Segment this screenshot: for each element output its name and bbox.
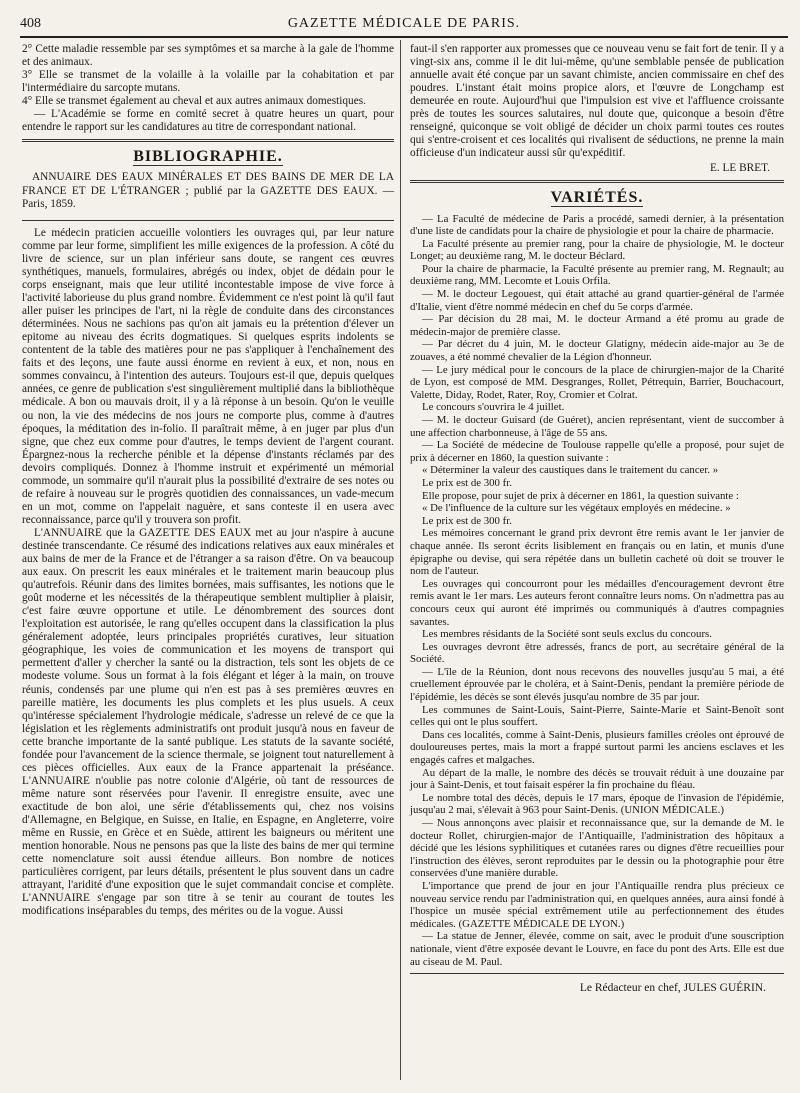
news-item: Les mémoires concernant le grand prix devront être remis avant le 1er janvier de chaque année. Ils seront écrits lisiblement en français ou en latin, et munis d'une épigraphe ou devise, qui sera répétée dans un bulletin cacheté où doit se trouver le nom de l'auteur. [410, 527, 784, 578]
news-item: — La Société de médecine de Toulouse rappelle qu'elle a proposé, pour sujet de prix à décerner en 1860, la question suivante : [410, 439, 784, 464]
news-item: Le prix est de 300 fr. [422, 514, 512, 527]
news-item: — Par décision du 28 mai, M. le docteur Armand a été promu au grade de médecin-major de première classe. [410, 313, 784, 338]
news-item: Elle propose, pour sujet de prix à décerner en 1861, la question suivante : [422, 489, 739, 502]
conclusion-item: 4° Elle se transmet également au cheval et aux autres animaux domestiques. [22, 95, 366, 108]
news-item: « Déterminer la valeur des caustiques dans le traitement du cancer. » [422, 464, 719, 477]
review-paragraph: L'ANNUAIRE que la GAZETTE DES EAUX met au jour n'aspire à aucune destinée transcendante. Ce résumé des indications relatives aux eaux minérales et aux bains de mer de la France et de l'étranger a sa raison d'être. On va beaucoup aux eaux. On prescrit les eaux minérales et le traitement marin beaucoup plus qu'autrefois. Réunir dans des limites bornées, mais suffisantes, les notions que le goût moderne et les nécessités de la thérapeutique semblent multiplier à plaisir, c'est faire œuvre opportune et utile. Le dénombrement des sources dont l'exploitation est autorisée, le rang qu'elles occupent dans la classification la plus généralement adoptée, leurs principales propriétés curatives, leur situation géographique, les voies de communication et les moyens de transport qui permettent d'aller y chercher la santé ou la distraction, tels sont les objets de ce modeste volume. Sous un format à la fois élégant et léger à la main, on trouve réunis, condensés par une plume qui n'en est pas à ses premières œuvres en pareille matière, les documents les plus complets et les plus usuels. A ceux qu'intéresse spécialement l'hydrologie médicale, s'adresse un relevé de ce que la législation et les règlements administratifs ont produit jusqu'à nous en faveur de cette branche importante de la santé publique. Les statuts de la savante société, fondée pour l'avancement de la science thermale, se joignent tout naturellement à ces pièces officielles. Aux eaux de la France appartenait la préséance. L'ANNUAIRE n'oublie pas notre colonie d'Algérie, où tant de ressources de même nature sont réservées pour l'avenir. Il enregistre ensuite, avec une exactitude de bon aloi, une série d'établissements qui, chez nos voisins d'Allemagne, en Belgique, en Suisse, en Italie, en Espagne, en Angleterre, voire même en Russie, en Grèce et en Suède, attirent les baigneurs ou méritent une mention honorable. Nous ne pensons pas que la liste des bains de mer qui termine cette nomenclature soit aussi étendue ailleurs. Bon nombre de notices particulières corrigent, par leurs détails, présentent le plus souvent dans un cadre attrayant, l'aridité d'une exposition que le sujet commandait concise et complète. L'ANNUAIRE s'engage par son titre à se tenir au courant de toutes les modifications inséparables du temps, des mérites ou de la vogue. Aussi [22, 526, 394, 918]
page-number: 408 [20, 16, 41, 31]
news-item: — M. le docteur Guisard (de Guéret), ancien représentant, vient de succomber à une affection charbonneuse, à l'âge de 55 ans. [410, 414, 784, 439]
section-rule [410, 180, 784, 183]
title-rule [22, 220, 394, 221]
conclusion-item: 3° Elle se transmet de la volaille à la volaille par la cohabitation et par l'intermédiaire du sarcopte mutans. [22, 69, 394, 95]
news-item: Pour la chaire de pharmacie, la Faculté présente au premier rang, M. Regnault; au deuxième rang, MM. Lecomte et Louis Orfila. [410, 262, 784, 288]
news-item: — M. le docteur Legouest, qui était attaché au grand quartier-général de l'armée d'Italie, vient d'être nommé médecin en chef du 5e corps d'armée. [410, 288, 784, 313]
news-item: Les communes de Saint-Louis, Saint-Pierre, Sainte-Marie et Saint-Benoît sont celles qui ont le plus souffert. [410, 703, 784, 729]
news-item: — La statue de Jenner, élevée, comme on sait, avec le produit d'une souscription nationale, vient d'être exposée devant le Louvre, en face du pont des Arts. Elle est due au ciseau de M. Paul. [410, 930, 784, 968]
news-item: Le nombre total des décès, depuis le 17 mars, époque de l'invasion de l'épidémie, jusqu'au 2 mai, s'élevait à 963 pour Saint-Denis. (UNION MÉDICALE.) [410, 791, 784, 817]
news-items [410, 213, 784, 969]
bibliography-heading: BIBLIOGRAPHIE. [133, 148, 283, 166]
news-item: Les ouvrages qui concourront pour les médailles d'encouragement devront être remis avant le 1er mars. Les auteurs feront connaître leurs noms. On n'admettra pas au concours ceux qui auront été imprimés ou communiqués à d'autres compagnies savantes. [410, 577, 784, 628]
book-title: ANNUAIRE DES EAUX MINÉRALES ET DES BAINS DE MER DE LA FRANCE ET DE L'ÉTRANGER ; publié par la GAZETTE DES EAUX. — Paris, 1859. [22, 171, 394, 211]
running-title: GAZETTE MÉDICALE DE PARIS. [287, 16, 521, 31]
column-divider [400, 40, 401, 1080]
news-item: Les ouvrages devront être adressés, francs de port, au secrétaire général de la Société. [410, 640, 784, 666]
news-item: Le concours s'ouvrira le 4 juillet. [422, 401, 565, 414]
news-item: Les membres résidants de la Société sont seuls exclus du concours. [422, 628, 712, 641]
review-paragraph: Le médecin praticien accueille volontiers les ouvrages qui, par leur nature comme par leur forme, simplifient les mille exigences de la profession. A côté du livre de science, sur un plan inférieur sans doute, se rangent ces œuvres synthétiques, manuels, formulaires, abrégés ou index, objet de dédain pour le corps enseignant, mais que leur utilité incontestable impose de vive force à l'activité laborieuse du plus grand nombre. Évidemment ce n'est point là qu'il faut aller puiser les principes de l'art, ni la règle de conduite dans des circonstances déterminées. Nous ne sachions pas qu'on ait jamais eu la prétention d'élever un epitome au niveau des écrits dogmatiques. Si quelques esprits indolents se contentent de la table des matières pour ne pas s'appliquer à l'enchaînement des faits et des leçons, une faute aussi énorme en revient à eux, et non, nous en sommes convaincu, à l'intention des auteurs. Toujours est-il que, depuis quelques années, ce genre de publication s'est singulièrement multiplié dans la bibliothèque médicale. A bon ou mauvais droit, il y a là réponse à un besoin. Qu'on le veuille ou non, la vie des médecins de nos jours ne comporte plus, comme à d'autres époques, la méditation des in-folio. Il paraîtrait même, à en juger par plus d'un signe, que chez eux comme pour d'autres, le temps devient de l'argent courant. Épargnez-nous la recherche pénible et la dépense d'instants réclamés par des devoirs compliqués. Donnez à l'homme instruit et expérimenté un mémorial commode, un sommaire qu'il n'aurait plus la possibilité d'extraire de ses notes ou de refaire à nouveau sur le progrès quotidien des connaissances, un vade-mecum en un mot, comme on l'appelait naguère, et sans conteste il en usera avec reconnaissance, parce qu'il y trouvera son profit. [22, 226, 394, 526]
news-item: L'importance que prend de jour en jour l'Antiquaille rendra plus précieux ce nouveau service rendu par l'administration qui, en quelques années, aura ainsi fondé à l'hospice un musée spécial extrêmement utile au perfectionnement des études médicales. (GAZETTE MÉDICALE DE LYON.) [410, 879, 784, 930]
news-item: Le prix est de 300 fr. [422, 476, 512, 489]
news-item: Dans ces localités, comme à Saint-Denis, plusieurs familles créoles ont éprouvé de douloureuses pertes, mais la mort a frappé surtout parmi les anciens esclaves et les engagés cafres et malgaches. [410, 728, 784, 767]
news-item: — Nous annonçons avec plaisir et reconnaissance que, sur la demande de M. le docteur Rollet, chirurgien-major de l'Antiquaille, l'administration des hôpitaux a décidé que les lésions syphilitiques et cutanées rares ou dignes d'être recueillies pour l'instruction des élèves, seront reproduites par le dessin ou la photographie pour être conservées d'une manière durable. [410, 817, 784, 880]
news-item: « De l'influence de la culture sur les végétaux employés en médecine. » [422, 502, 731, 515]
news-item: — Par décret du 4 juin, M. le docteur Glatigny, médecin aide-major au 3e de zouaves, a été nommé chevalier de la Légion d'honneur. [410, 338, 784, 364]
review-continuation: faut-il s'en rapporter aux promesses que ce nouveau venu se fait fort de tenir. Il y a vingt-six ans, comme il le dit lui-même, qu'une semblable pensée de publication annuelle avait été conçue par un savant chimiste, ancien commissaire en chef des poudres. L'instant était moins propice alors, et l'œuvre de Longchamp est demeurée en route. Aujourd'hui que l'impulsion est vive et l'affluence croissante près de toutes les sources salutaires, nul doute que, quiconque a besoin d'être renseigné, quiconque se voit obligé de décider un choix parmi toutes ces routes qui s'entre-croisent et ces localités qui rivalisent de séductions, ne prenne la main officieuse d'un indicateur aussi sûr qu'expéditif. [410, 43, 784, 160]
editor-signature: Le Rédacteur en chef, JULES GUÉRIN. [579, 982, 766, 995]
left-column [22, 43, 394, 918]
news-item: — Le jury médical pour le concours de la place de chirurgien-major de la Charité de Lyon, est composé de MM. Desgranges, Rollet, Pétrequin, Barrier, Bouchacourt, Valette, Diday, Rodet, Rater, Roy, Cromier et Colrat. [410, 363, 784, 401]
page-header [20, 14, 788, 38]
academy-note: — L'Académie se forme en comité secret à quatre heures un quart, pour entendre le rapport sur les candidatures au titre de correspondant national. [22, 108, 394, 134]
conclusion-item: 2° Cette maladie ressemble par ses symptômes et sa marche à la gale de l'homme et des animaux. [22, 43, 394, 69]
news-item: — L'île de la Réunion, dont nous recevons des nouvelles jusqu'au 5 mai, a été cruellement éprouvée par le choléra, et à Saint-Denis, pendant la première période de l'épidémie, les décès se sont élevés jusqu'au nombre de 35 par jour. [410, 665, 784, 704]
review-signature: E. LE BRET. [709, 162, 770, 175]
section-rule [22, 139, 394, 142]
news-item: La Faculté présente au premier rang, pour la chaire de physiologie, M. le docteur Longet; au deuxième rang, M. le docteur Béclard. [410, 237, 784, 263]
news-item: Au départ de la malle, le nombre des décès se trouvait réduit à une douzaine par jour à Saint-Denis, et tout faisait espérer la fin prochaine du fléau. [410, 766, 784, 792]
varietes-heading: VARIÉTÉS. [550, 189, 644, 207]
closing-rule [410, 973, 784, 974]
right-column [410, 43, 784, 995]
news-item: — La Faculté de médecine de Paris a procédé, samedi dernier, à la présentation d'une liste de candidats pour la chaire de physiologie et pour la chaire de pharmacie. [410, 212, 784, 238]
